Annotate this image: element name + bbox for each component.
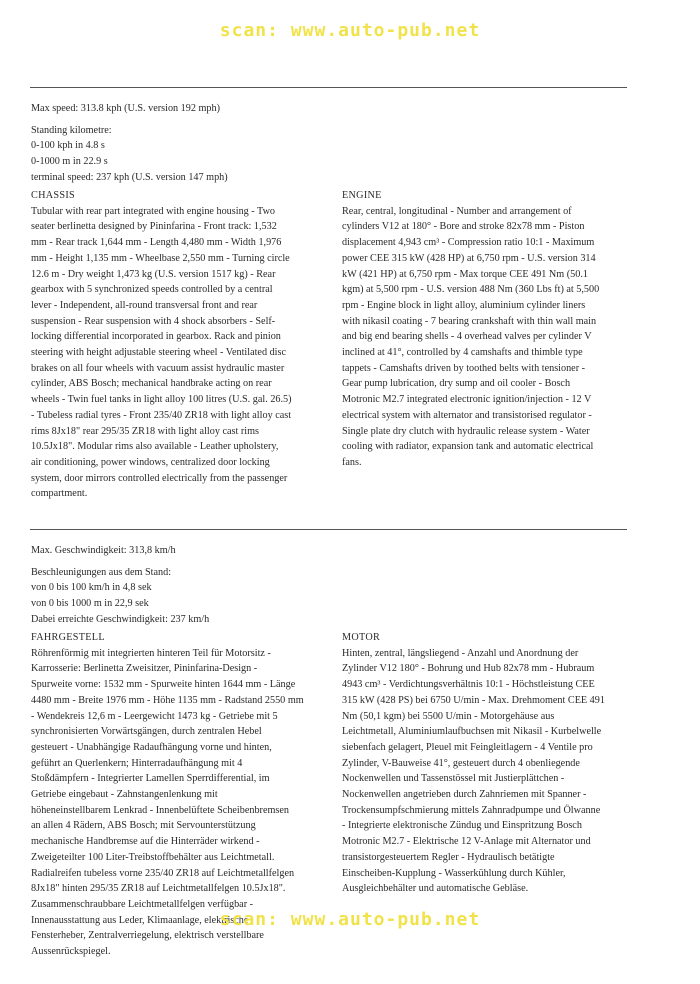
text-line: electrical system with alternator and transistorised regulator - xyxy=(342,409,592,421)
perf-line: Dabei erreichte Geschwindigkeit: 237 km/h xyxy=(31,613,210,625)
perf-line: 0-100 kph in 4.8 s xyxy=(31,140,105,152)
perf-line: Standing kilometre: xyxy=(31,124,112,136)
section-heading: ENGINE xyxy=(342,190,382,201)
text-line: Trockensumpfschmierung mittels Zahnradpumpe und Ölwanne xyxy=(342,804,601,816)
section-heading: CHASSIS xyxy=(31,190,75,201)
english-engine xyxy=(342,188,599,471)
section-heading: MOTOR xyxy=(342,632,381,643)
text-line: Motronic M2.7 - Elektrische 12 V-Anlage mit Alternator und xyxy=(342,836,591,848)
english-chassis xyxy=(31,188,292,502)
text-line: power CEE 315 kW (428 HP) at 6,750 rpm - U.S. version 314 xyxy=(342,252,596,264)
text-line: system, door mirrors controlled electrically from the passenger xyxy=(31,472,288,484)
text-line: mm - Height 1,135 mm - Wheelbase 2,550 mm - Turning circle xyxy=(31,252,290,264)
text-line: Radialreifen tubeless vorne 235/40 ZR18 auf Leichtmetallfelgen xyxy=(31,867,295,879)
rule-german xyxy=(30,529,627,530)
perf-line: 0-1000 m in 22.9 s xyxy=(31,156,108,168)
text-line: geführt an Querlenkern; Hinterradaufhängung mit 4 xyxy=(31,757,243,769)
perf-line: terminal speed: 237 kph (U.S. version 147 mph) xyxy=(31,171,228,183)
text-line: Hinten, zentral, längsliegend - Anzahl und Anordnung der xyxy=(342,647,579,659)
perf-line: Max. Geschwindigkeit: 313,8 km/h xyxy=(31,545,176,556)
perf-line: Max speed: 313.8 kph (U.S. version 192 mph) xyxy=(31,103,221,114)
text-line: Innenausstattung aus Leder, Klimaanlage, elektrische xyxy=(31,914,249,926)
text-line: air conditioning, power windows, centralized door locking xyxy=(31,456,270,468)
text-line: Zweigeteilter 100 Liter-Treibstoffbehälter aus Leichtmetall. xyxy=(31,851,275,863)
text-line: cooling with radiator, expansion tank and automatic electrical xyxy=(342,441,594,453)
perf-line: von 0 bis 1000 m in 22,9 sek xyxy=(31,598,149,610)
text-line: Karrosserie: Berlinetta Zweisitzer, Pininfarina-Design - xyxy=(31,663,258,675)
text-line: - Wendekreis 12,6 m - Leergewicht 1473 kg - Getriebe mit 5 xyxy=(31,710,278,722)
text-line: 315 kW (428 PS) bei 6750 U/min - Max. Drehmoment CEE 491 xyxy=(342,694,605,706)
german-performance xyxy=(31,543,209,628)
text-line: transistorgesteuertem Regler - Hydraulisch betätigte xyxy=(342,851,555,863)
text-line: Stoßdämpfern - Integrierter Lamellen Sperrdifferential, im xyxy=(31,773,270,785)
text-line: - Integrierte elektronische Zündug und Einspritzung Bosch xyxy=(342,820,582,832)
text-line: 8Jx18" hinten 295/35 ZR18 auf Leichtmetallfelgen 10.5Jx18". xyxy=(31,883,286,895)
text-line: 10.5Jx18". Modular rims also available - Leather upholstery, xyxy=(31,441,279,453)
text-line: Tubular with rear part integrated with engine housing - Two xyxy=(31,205,276,217)
watermark-top: scan: www.auto-pub.net xyxy=(219,20,481,41)
text-line: höheneinstellbarem Lenkrad - Innenbelüftete Scheibenbremsen xyxy=(31,804,289,816)
text-line: mm - Rear track 1,644 mm - Length 4,480 mm - Width 1,976 xyxy=(31,237,282,249)
perf-line: Beschleunigungen aus dem Stand: xyxy=(31,566,172,578)
text-line: locking differential incorporated in gearbox. Rack and pinion xyxy=(31,331,281,343)
text-line: Aussenrückspiegel. xyxy=(31,946,111,958)
text-line: Single plate dry clutch with hydraulic release system - Water xyxy=(342,425,590,437)
text-line: rims 8Jx18" rear 295/35 ZR18 with light alloy cast rims xyxy=(31,425,259,437)
text-line: suspension - Rear suspension with 4 shock absorbers - Self- xyxy=(31,315,276,327)
text-line: - Tubeless radial tyres - Front 235/40 ZR18 with light alloy cast xyxy=(31,409,292,421)
text-line: Fensterheber, Zentralverriegelung, elektrisch verstellbare xyxy=(31,930,264,942)
text-line: inclined at 41°, controlled by 4 camshafts and thimble type xyxy=(342,347,583,359)
text-line: Einscheiben-Kupplung - Wasserkühlung durch Kühler, xyxy=(342,867,566,879)
text-line: compartment. xyxy=(31,488,88,500)
text-line: Nockenwellen angetrieben durch Zahnriemen mit Spanner - xyxy=(342,789,587,801)
text-line: Ausgleichbehälter und automatische Gebläse. xyxy=(342,883,529,895)
rule-english xyxy=(30,87,627,88)
text-line: Motronic M2.7 integrated electronic ignition/injection - 12 V xyxy=(342,394,592,406)
perf-line: von 0 bis 100 km/h in 4,8 sek xyxy=(31,582,152,594)
text-line: with nikasil coating - 7 bearing crankshaft with thin wall main xyxy=(342,315,597,327)
text-line: Rear, central, longitudinal - Number and arrangement of xyxy=(342,205,572,217)
text-line: 12.6 m - Dry weight 1,473 kg (U.S. version 1517 kg) - Rear xyxy=(31,268,276,280)
section-heading: FAHRGESTELL xyxy=(31,632,105,643)
text-line: siebenfach gelagert, Pleuel mit Feingleitlagern - 4 Ventile pro xyxy=(342,741,593,753)
text-line: Gear pump lubrication, dry sump and oil cooler - Bosch xyxy=(342,378,571,390)
text-line: Nm (50,1 kgm) bei 5500 U/min - Motorgehäuse aus xyxy=(342,710,555,722)
text-line: an allen 4 Rädern, ABS Bosch; mit Servounterstützung xyxy=(31,820,256,832)
text-line: mechanische Handbremse auf die Hinterräder wirkend - xyxy=(31,836,260,848)
text-line: kgm) at 5,500 rpm - U.S. version 488 Nm (360 Lbs ft) at 5,500 xyxy=(342,284,600,296)
text-line: Zusammenschraubbare Leichtmetallfelgen verfügbar - xyxy=(31,898,254,910)
text-line: Leichtmetall, Aluminiumlaufbuchsen mit Nikasil - Kurbelwelle xyxy=(342,726,602,738)
text-line: rpm - Engine block in light alloy, aluminium cylinder liners xyxy=(342,299,586,311)
text-line: steering with height adjustable steering wheel - Ventilated disc xyxy=(31,347,286,359)
text-line: Zylinder V12 180° - Bohrung und Hub 82x78 mm - Hubraum xyxy=(342,663,595,675)
text-line: gearbox with 5 synchronized speeds controlled by a central xyxy=(31,284,273,296)
text-line: 4480 mm - Breite 1976 mm - Höhe 1135 mm - Radstand 2550 mm xyxy=(31,694,304,706)
text-line: cylinder, ABS Bosch; mechanical handbrake acting on rear xyxy=(31,378,272,390)
text-line: synchronisierten Vorwärtsgängen, durch zentralen Hebel xyxy=(31,726,262,738)
text-line: seater berlinetta designed by Pininfarina - Front track: 1,532 xyxy=(31,221,277,233)
text-line: displacement 4,943 cm³ - Compression ratio 10:1 - Maximum xyxy=(342,237,595,249)
text-line: Röhrenförmig mit integrierten hinteren Teil für Motorsitz - xyxy=(31,647,271,659)
text-line: Getriebe eingebaut - Zahnstangenlenkung mit xyxy=(31,789,218,801)
text-line: 4943 cm³ - Verdichtungsverhältnis 10:1 - Höchstleistung CEE xyxy=(342,679,595,691)
text-line: Nockenwellen und Tassenstössel mit Justierplättchen - xyxy=(342,773,565,785)
text-line: gesteuert - Unabhängige Radaufhängung vorne und hinten, xyxy=(31,741,272,753)
text-line: fans. xyxy=(342,456,362,468)
text-line: kW (421 HP) at 6,750 rpm - Max torque CEE 491 Nm (50.1 xyxy=(342,268,588,280)
text-line: wheels - Twin fuel tanks in light alloy 100 litres (U.S. gal. 26.5) xyxy=(31,394,292,406)
watermark-bottom: scan: www.auto-pub.net xyxy=(219,909,481,930)
text-line: lever - Independent, all-round transversal front and rear xyxy=(31,299,258,311)
text-line: brakes on all four wheels with vacuum assist hydraulic master xyxy=(31,362,285,374)
text-line: Zylinder, V-Bauweise 41°, gesteuert durch 4 obenliegende xyxy=(342,757,580,769)
english-performance xyxy=(31,101,228,186)
german-engine xyxy=(342,630,605,897)
text-line: and big end bearing shells - 4 overhead valves per cylinder V xyxy=(342,331,592,343)
text-line: Spurweite vorne: 1532 mm - Spurweite hinten 1644 mm - Länge xyxy=(31,679,296,691)
text-line: cylinders V12 at 180° - Bore and stroke 82x78 mm - Piston xyxy=(342,221,585,233)
text-line: tappets - Camshafts driven by toothed belts with tensioner - xyxy=(342,362,586,374)
